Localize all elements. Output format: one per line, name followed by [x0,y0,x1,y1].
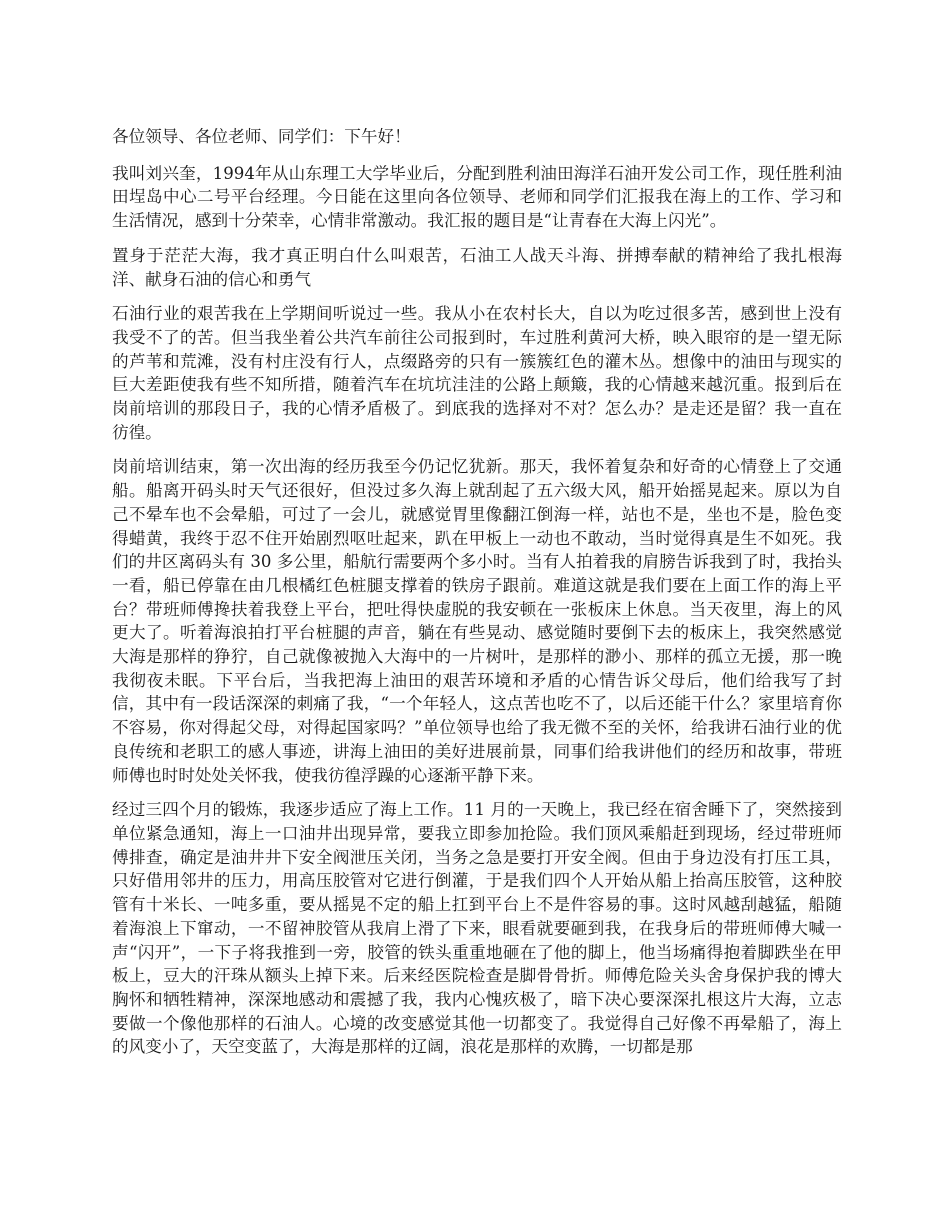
paragraph-rescue: 经过三四个月的锻炼，我逐步适应了海上工作。11 月的一天晚上，我已经在宿舍睡下了，突然接到单位紧急通知，海上一口油井出现异常，要我立即参加抢险。我们顶风乘船赶到现场，经过带班师傅排查，确定是油井井下安全阀泄压关闭，当务之急是要打开安全阀。但由于身边没有打压工具，只好借用邻井的压力，用高压胶管对它进行倒灌，于是我们四个人开始从船上抬高压胶管，这种胶管有十米长、一吨多重，要从摇晃不定的船上扛到平台上不是件容易的事。这时风越刮越猛，船随着海浪上下窜动，一不留神胶管从我肩上滑了下来，眼看就要砸到我，在我身后的带班师傅大喊一声“闪开”，一下子将我推到一旁，胶管的铁头重重地砸在了他的脚上，他当场痛得抱着脚跌坐在甲板上，豆大的汗珠从额头上掉下来。后来经医院检查是脚骨骨折。师傅危险关头舍身保护我的博大胸怀和牺牲精神，深深地感动和震撼了我，我内心愧疚极了，暗下决心要深深扎根这片大海，立志要做一个像他那样的石油人。心境的改变感觉其他一切都变了。我觉得自己好像不再晕船了，海上的风变小了，天空变蓝了，大海是那样的辽阔，浪花是那样的欢腾，一切都是那 [112,800,842,1057]
paragraph-first-voyage: 岗前培训结束，第一次出海的经历我至今仍记忆犹新。那天，我怀着复杂和好奇的心情登上了交通船。船离开码头时天气还很好，但没过多久海上就刮起了五六级大风，船开始摇晃起来。原以为自己不晕车也不会晕船，可过了一会儿，就感觉胃里像翻江倒海一样，站也不是，坐也不是，脸色变得蜡黄，我终于忍不住开始剧烈呕吐起来，趴在甲板上一动也不敢动，当时觉得真是生不如死。我们的井区离码头有 30 多公里，船航行需要两个多小时。当有人拍着我的肩膀告诉我到了时，我抬头一看，船已停靠在由几根橘红色桩腿支撑着的铁房子跟前。难道这就是我们要在上面工作的海上平台？带班师傅搀扶着我登上平台，把吐得快虚脱的我安顿在一张板床上休息。当天夜里，海上的风更大了。听着海浪拍打平台桩腿的声音，躺在有些晃动、感觉随时要倒下去的板床上，我突然感觉大海是那样的狰狞，自己就像被抛入大海中的一片树叶，是那样的渺小、那样的孤立无援，那一晚我彻夜未眠。下平台后，当我把海上油田的艰苦环境和矛盾的心情告诉父母后，他们给我写了封信，其中有一段话深深的刺痛了我，“一个年轻人，这点苦也吃不了，以后还能干什么？家里培育你不容易，你对得起父母，对得起国家吗？”单位领导也给了我无微不至的关怀，给我讲石油行业的优良传统和老职工的感人事迹，讲海上油田的美好进展前景，同事们给我讲他们的经历和故事，带班师傅也时时处处关怀我，使我彷徨浮躁的心逐渐平静下来。 [112,457,842,785]
paragraph-arrival: 石油行业的艰苦我在上学期间听说过一些。我从小在农村长大，自以为吃过很多苦，感到世上没有我受不了的苦。但当我坐着公共汽车前往公司报到时，车过胜利黄河大桥，映入眼帘的是一望无际的芦苇和荒滩，没有村庄没有行人，点缀路旁的只有一簇簇红色的灌木丛。想像中的油田与现实的巨大差距使我有些不知所措，随着汽车在坑坑洼洼的公路上颠簸，我的心情越来越沉重。报到后在岗前培训的那段日子，我的心情矛盾极了。到底我的选择对不对？怎么办？是走还是留？我一直在彷徨。 [112,304,842,442]
paragraph-thesis: 置身于茫茫大海，我才真正明白什么叫艰苦，石油工人战天斗海、拼搏奉献的精神给了我扎根海洋、献身石油的信心和勇气 [112,245,842,289]
speech-document [112,125,842,1070]
paragraph-introduction: 我叫刘兴奎，1994年从山东理工大学毕业后，分配到胜利油田海洋石油开发公司工作，现任胜利油田埕岛中心二号平台经理。今日能在这里向各位领导、老师和同学们汇报我在海上的工作、学习和生活情况，感到十分荣幸，心情非常激动。我汇报的题目是“让青春在大海上闪光”。 [112,163,842,231]
greeting: 各位领导、各位老师、同学们：下午好！ [112,127,411,146]
